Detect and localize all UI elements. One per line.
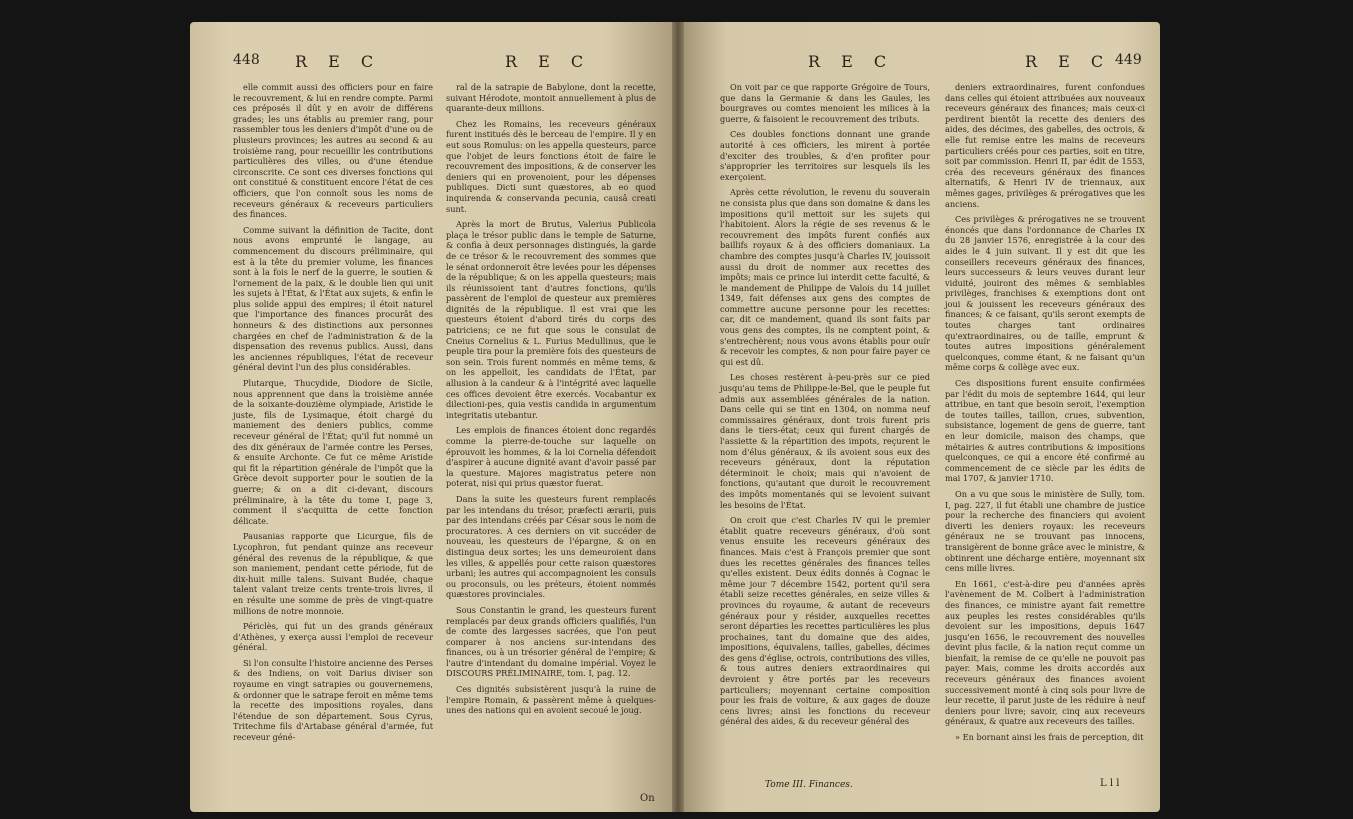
paragraph: On voit par ce que rapporte Grégoire de Tours, que dans la Germanie & dans les Gaules, les bourgraves ou comtes menoient les milices à la guerre, & faisoient le recouvrement des tributs. bbox=[720, 82, 930, 124]
paragraph: Ces dispositions furent ensuite confirmées par l'édit du mois de septembre 1644, qui leur attribue, en tant que besoin seroit, l'exemption de toutes tailles, taillon, crues, subvention, subsistance, logement de gens de guerre, tant en leur domicile, maison des champs, que métairies & autres contributions & impositions quelconques, ce qui a encore été confirmé au commencement de ce siècle par les édits de mai 1707, & janvier 1710. bbox=[945, 378, 1145, 484]
left-header-right: R E C bbox=[505, 52, 592, 71]
catchword: On bbox=[640, 793, 655, 804]
paragraph: » En bornant ainsi les frais de perception, dit bbox=[955, 732, 1144, 743]
left-header-left: R E C bbox=[295, 52, 382, 71]
left-page-number: 448 bbox=[233, 52, 260, 68]
paragraph: Sous Constantin le grand, les questeurs furent remplacés par deux grands officiers qualifiés, l'un de comte des largesses sacrées, que l'on peut comparer à nos anciens sur-intendans des finances, ou à un trésorier général de l'empire; & l'autre d'intendant du domaine impérial. Voyez le DISCOURS PRÉLIMINAIRE, tom. I, pag. 12. bbox=[446, 604, 656, 679]
right-header-left: R E C bbox=[808, 52, 895, 71]
paragraph: Comme suivant la définition de Tacite, dont nous avons emprunté le langage, au commencement du discours préliminaire, qui est à la tête du premier volume, les finances sont à la fois le nerf de la guerre, le soutien & l'ornement de la paix, & le double lien qui unit les sujets à l'État, & l'État aux sujets, & enfin le plus solide appui des empires; il étoit naturel que l'importance des finances procurât des honneurs & des distinctions aux personnes chargées en chef de l'administration & de la dispensation des revenus publics. Aussi, dans les anciennes républiques, l'état de receveur général devint l'un des plus considérables. bbox=[233, 224, 433, 373]
left-column-2 bbox=[446, 82, 656, 721]
paragraph: deniers extraordinaires, furent confondues dans celles qui étoient attribuées aux nouveaux receveurs généraux des finances; mais ceux-ci perdirent bientôt la recette des deniers des aides, des décimes, des gabelles, des octrois, & elle fut remise entre les mains de receveurs particuliers créés pour ces parties, soit en titre, soit par commission. Henri II, par édit de 1553, créa des receveurs généraux des finances alternatifs, & Henri IV de triennaux, aux mêmes gages, privilèges & prérogatives que les anciens. bbox=[945, 82, 1145, 209]
right-column-1 bbox=[720, 82, 930, 732]
paragraph: Plutarque, Thucydide, Diodore de Sicile, nous apprennent que dans la troisième année de la soixante-douzième olympiade, Aristide le juste, fils de Lysimaque, étoit chargé du maniement des deniers publics, comme receveur général de l'État; qu'il fut nommé un des dix généraux de l'armée contre les Perses, & ensuite Archonte. Ce fut ce même Aristide qui fit la répartition générale de l'impôt que la Grèce devoit supporter pour le soutien de la guerre; & on a dit ci-devant, discours préliminaire, à la tête du tome I, page 3, comment il s'acquitta de cette fonction délicate. bbox=[233, 378, 433, 526]
paragraph: Si l'on consulte l'histoire ancienne des Perses & des Indiens, on voit Darius diviser son royaume en vingt satrapies ou gouvernemens, & ordonner que le satrape feroit en même tems la recette des impositions royales, dans l'étendue de son département. Sous Cyrus, Tritechme fils d'Artabase général d'armée, fut receveur géné- bbox=[233, 657, 433, 743]
paragraph: Ces doubles fonctions donnant une grande autorité à ces officiers, les mirent à portée d'exciter des troubles, & d'en profiter pour s'approprier les territoires sur lesquels ils les exerçoient. bbox=[720, 129, 930, 182]
left-column-1 bbox=[233, 82, 433, 748]
paragraph: Les choses restèrent à-peu-près sur ce pied jusqu'au tems de Philippe-le-Bel, que le peuple fut admis aux assemblées générales de la nation. Dans celle qui se tint en 1304, on nomma neuf commissaires généraux, dont trois furent pris dans le tiers-état; ceux qui furent chargés de l'assiette & la répartition des impots, reçurent le nom d'élus généraux, & ils avoient sous eux des receveurs généraux, dont la réputation déterminoit le choix; mais qui n'avoient de fonctions, qu'autant que duroit le recouvrement des impôts momentanés qui se levoient suivant les besoins de l'État. bbox=[720, 372, 930, 510]
paragraph: Ces dignités subsistèrent jusqu'à la ruine de l'empire Romain, & passèrent même à quelques-unes des nations qui en avoient secoué le joug. bbox=[446, 684, 656, 716]
paragraph: ral de la satrapie de Babylone, dont la recette, suivant Hérodote, montoit annuellement à plus de quarante-deux millions. bbox=[446, 82, 656, 114]
book-gutter bbox=[672, 22, 684, 812]
paragraph: En 1661, c'est-à-dire peu d'années après l'avènement de M. Colbert à l'administration des finances, ce ministre ayant fait remettre aux peuples les restes considérables qu'ils devoient sur les impositions, depuis 1647 jusqu'en 1656, le recouvrement des nouvelles devint plus facile, & la nation reçut comme un bienfait, la remise de ce qu'elle ne pouvoit pas payer. Mais, comme les droits accordés aux receveurs généraux des finances avoient successivement monté à cinq sols pour livre de leur recette, il parut juste de les réduire à neuf deniers pour livre; savoir, cinq aux receveurs généraux, & quatre aux receveurs des tailles. bbox=[945, 578, 1145, 727]
paragraph: On croit que c'est Charles IV qui le premier établit quatre receveurs généraux, d'où sont venus ensuite les receveurs généraux des finances. Mais c'est à François premier que sont dues les recettes générales des finances telles qu'elles existent. Deux édits donnés à Cognac le même jour 7 décembre 1542, portent qu'il sera établi seize recettes générales, en seize villes & provinces du royaume, & autant de receveurs généraux pour y résider, auxquelles recettes seront départies les recettes particulières les plus prochaines, tant du domaine que des aides, impositions, équivalens, tailles, gabelles, décimes des gens d'église, octrois, contributions des villes, & tous autres deniers extraordinaires qui devroient y être portés par les receveurs particuliers; moyennant certaine composition pour les frais de voiture, & aux gages de douze cens livres; ainsi les fonctions du receveur général des aides, & du receveur général des bbox=[720, 515, 930, 727]
paragraph: Ces privilèges & prérogatives ne se trouvent énoncés que dans l'ordonnance de Charles IX du 28 janvier 1576, enregistrée à la cour des aides le 4 juin suivant. Il y est dit que les conseillers receveurs généraux des finances, leurs successeurs & leurs veuves durant leur viduité, jouiront des mêmes & semblables privilèges, franchises & exemptions dont ont joui & jouissent les receveurs généraux des finances; & ce faisant, qu'ils seront exempts de toutes charges tant ordinaires qu'extraordinaires, ou de taille, emprunt & toutes autres impositions généralement quelconques, comme étant, & ne faisant qu'un même corps & collège avec eux. bbox=[945, 214, 1145, 373]
paragraph: elle commit aussi des officiers pour en faire le recouvrement, & lui en rendre compte. Parmi ces préposés il dût y en avoir de différens grades; les uns établis au premier rang, pour rassembler tous les deniers d'impôt d'une ou de plusieurs provinces; les autres au second & au troisième rang, pour recueillir les contributions particulières des villes, ou d'une étendue circonscrite. Ce sont ces diverses fonctions qui ont constitué & constituent encore l'état de ces officiers, que l'on connoît sous les noms de receveurs généraux & receveurs particuliers des finances. bbox=[233, 82, 433, 220]
signature-mark: L l l bbox=[1100, 778, 1120, 789]
paragraph: On a vu que sous le ministère de Sully, tom. I, pag. 227, il fut établi une chambre de justice pour la recherche des financiers qui avoient diverti les deniers royaux: les receveurs généraux ne se trouvant pas innocens, transigèrent de bonne grâce avec le ministre, & obtinrent une décharge entière, moyennant six cens mille livres. bbox=[945, 488, 1145, 574]
right-page-number: 449 bbox=[1115, 52, 1142, 68]
paragraph: Les emplois de finances étoient donc regardés comme la pierre-de-touche sur laquelle on éprouvoit les hommes, & la loi Cornelia défendoit d'aspirer à aucune dignité avant d'avoir passé par la questure. Majores magistratus petere non poterat, nisi qui prius quæstor fuerat. bbox=[446, 425, 656, 489]
paragraph: Chez les Romains, les receveurs généraux furent institués dès le berceau de l'empire. Il y en eut sous Romulus: on les appella questeurs, parce que l'objet de leurs fonctions étoit de faire le recouvrement des impositions, & de conserver les deniers qui en provenoient, pour les dépenses publiques. Dicti sunt quæstores, ab eo quod inquirenda & conservanda pecunia, causâ creati sunt. bbox=[446, 118, 656, 214]
paragraph: Périclès, qui fut un des grands généraux d'Athènes, y exerça aussi l'emploi de receveur général. bbox=[233, 621, 433, 653]
paragraph: Après la mort de Brutus, Valerius Publicola plaça le trésor public dans le temple de Saturne, & confia à deux personnages distingués, la garde de ce trésor & le recouvrement des sommes que le sénat ordonneroit être levées pour les dépenses de la république; & on les appella questeurs; mais ils réunissoient tant d'autres fonctions, qu'ils passèrent de l'emploi de questeur aux premières dignités de la république. Il est vrai que les questeurs étoient d'abord tirés du corps des patriciens; ce ne fut que sous le consulat de Cneius Cornelius & L. Furius Medullinus, que le peuple tira pour la première fois des questeurs de son sein. Trois furent nommés en même tems, & on les appelloit, les candidats de l'État, par allusion à la candeur & à l'intégrité avec laquelle ces offices devoient être exercés. Vocabantur ex dilectioni-pes, quia vestis candida in argumentum integritatis utebantur. bbox=[446, 219, 656, 420]
paragraph: Dans la suite les questeurs furent remplacés par les intendans du trésor, præfecti ærarii, puis par des intendans créés par César sous le nom de procuratores. À ces derniers on vit succéder de nouveau, les questeurs de l'épargne, & on en distingua deux sortes; les uns demeuroient dans les villes, & appellés pour cette raison quæstores urbani; les autres qui accompagnoient les consuls ou proconsuls, ou les préteurs, étoient nommés quæstores provinciales. bbox=[446, 493, 656, 600]
paragraph: Pausanias rapporte que Licurgue, fils de Lycophron, fut pendant quinze ans receveur général des revenus de la république, & que son maniement, pendant cette période, fut de dix-huit mille talens. Suivant Budée, chaque talent valant treize cents trente-trois livres, il en résulte une somme de près de vingt-quatre millions de notre monnoie. bbox=[233, 531, 433, 616]
volume-footer: Tome III. Finances. bbox=[765, 780, 853, 790]
paragraph: Après cette révolution, le revenu du souverain ne consista plus que dans son domaine & dans les impositions qu'il mettoit sur les sujets qui l'habitoient. Alors la régie de ses revenus & le recouvrement des impôts furent confiés aux baillifs royaux & à des officiers domaniaux. La chambre des comptes jusqu'à Charles IV, jouissoit aussi du droit de nommer aux recettes des impôts; mais ce prince lui interdit cette faculté, & le mandement de Philippe de Valois du 14 juillet 1349, fait défenses aux gens des comptes de commettre aucune personne pour les recettes: car, dit ce mandement, quand ils sont faits par vous gens des comptes, ils ne comptent point, & s'entrechèrent; nous vous avons établis pour ouïr & recevoir les comptes, & non pour faire payer ce qui est dû. bbox=[720, 187, 930, 367]
right-column-2 bbox=[945, 82, 1145, 748]
right-header-right: R E C bbox=[1025, 52, 1112, 71]
